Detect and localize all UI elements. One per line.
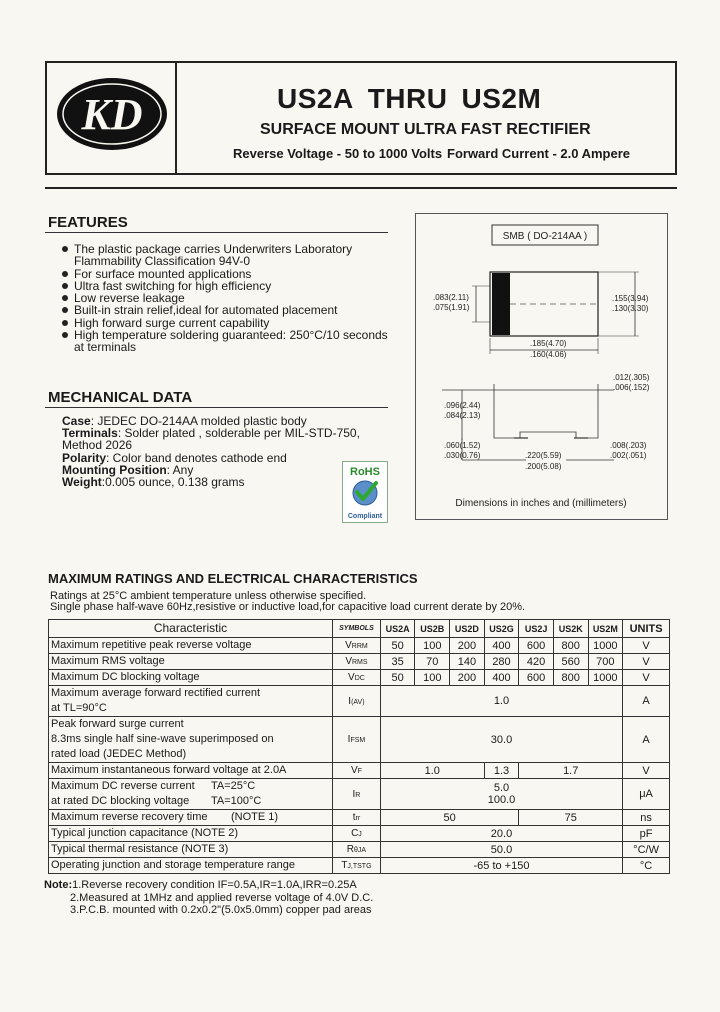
- mech-weight: Weight:0.005 ounce, 0.138 grams: [62, 475, 245, 490]
- header-part: US2G: [484, 620, 519, 638]
- header-part: US2B: [415, 620, 450, 638]
- dim-f-max: .060(1.52): [444, 441, 481, 450]
- dim-c-min: .160(4.06): [530, 350, 567, 359]
- dimensions-caption: Dimensions in inches and (millimeters): [455, 498, 627, 509]
- package-name: SMB ( DO-214AA ): [502, 231, 588, 242]
- table-row: Maximum RMS voltage VRMS 35 70 140 280 420 560 700 V: [49, 654, 670, 670]
- kd-logo: [47, 63, 177, 173]
- header-part: US2K: [553, 620, 588, 638]
- dim-e-max: .096(2.44): [444, 401, 481, 410]
- title-part-start: US2A: [277, 83, 354, 114]
- dim-a-max: .083(2.11): [433, 293, 469, 302]
- feature-item: The plastic package carries Underwriters Laboratory Flammability Classification 94V-0: [62, 243, 392, 268]
- cathode-band: [492, 273, 510, 335]
- mech-mounting: Mounting Position: Any: [62, 462, 194, 477]
- table-row: Typical junction capacitance (NOTE 2) CJ 20.0 pF: [49, 826, 670, 842]
- feature-item: Ultra fast switching for high efficiency: [62, 280, 392, 292]
- mechanical-divider: [45, 407, 388, 408]
- table-row: Maximum repetitive peak reverse voltage VRRM 50 100 200 400 600 800 1000 V: [49, 638, 670, 654]
- dim-b-min: .130(3.30): [612, 304, 649, 313]
- logo-cell: [47, 63, 177, 173]
- feature-item: Built-in strain relief,ideal for automated placement: [62, 304, 392, 316]
- mech-polarity: Polarity: Color band denotes cathode end: [62, 450, 287, 465]
- header-part: US2A: [380, 620, 415, 638]
- mech-case: Case: JEDEC DO-214AA molded plastic body: [62, 414, 307, 428]
- svg-text:RoHS: RoHS: [350, 466, 380, 478]
- dim-h-max: .220(5.59): [525, 451, 562, 460]
- table-row: Maximum instantaneous forward voltage at 2.0A VF 1.0 1.3 1.7 V: [49, 763, 670, 779]
- features-list: [62, 243, 392, 354]
- note-2: 2.Measured at 1MHz and applied reverse voltage of 4.0V D.C.: [70, 891, 374, 904]
- dim-h-min: .200(5.08): [525, 462, 562, 471]
- feature-item: Low reverse leakage: [62, 292, 392, 304]
- logo-text: KD: [81, 90, 143, 139]
- svg-text:Compliant: Compliant: [347, 513, 383, 520]
- table-row: Typical thermal resistance (NOTE 3) RθJA 50.0 °C/W: [49, 842, 670, 858]
- title-part-thru: THRU: [367, 83, 448, 114]
- dim-c-max: .185(4.70): [530, 339, 567, 348]
- note-1: 1.Reverse recovery condition IF=0.5A,IR=1.0A,IRR=0.25A: [72, 879, 357, 891]
- page-title: [277, 83, 541, 115]
- table-row: Maximum DC reverse current TA=25°C at rated DC blocking voltage TA=100°C IR 5.0 100.0 μA: [49, 779, 670, 810]
- header-symbols: SYMBOLS: [333, 620, 381, 638]
- notes: [44, 879, 373, 917]
- features-divider: [45, 232, 388, 233]
- feature-item: High temperature soldering guaranteed: 250°C/10 seconds at terminals: [62, 329, 392, 354]
- table-row: Maximum average forward rectified current at TL=90°C I(AV) 1.0 A: [49, 686, 670, 717]
- dim-d-max: .012(.305): [613, 373, 650, 382]
- ratings-table: [48, 619, 670, 874]
- table-row: Peak forward surge current 8.3ms single half sine-wave superimposed on rated load (JEDEC Method) IFSM 30.0 A: [49, 717, 670, 763]
- header-divider: [45, 187, 677, 189]
- header-characteristic: Characteristic: [49, 620, 333, 638]
- dim-g-min: .002(.051): [610, 451, 647, 460]
- dim-f-min: .030(0.76): [444, 451, 481, 460]
- package-outline-diagram: [416, 214, 667, 519]
- header-units: UNITS: [623, 620, 670, 638]
- dim-g-max: .008(.203): [610, 441, 647, 450]
- rohs-badge: [342, 461, 388, 523]
- table-row: Maximum reverse recovery time (NOTE 1) trr 50 75 ns: [49, 810, 670, 826]
- rohs-logo: [343, 462, 387, 522]
- header-box: [45, 61, 677, 175]
- ratings-heading: MAXIMUM RATINGS AND ELECTRICAL CHARACTERISTICS: [48, 571, 418, 586]
- dim-b-max: .155(3.94): [612, 294, 649, 303]
- mechanical-heading: MECHANICAL DATA: [48, 389, 193, 406]
- package-drawing: [415, 213, 668, 520]
- feature-item: High forward surge current capability: [62, 317, 392, 329]
- notes-label: Note:: [44, 879, 73, 891]
- mech-terminals: Terminals: Solder plated , solderable per MIL-STD-750, Method 2026: [62, 426, 360, 453]
- table-row: Operating junction and storage temperature range TJ,TSTG -65 to +150 °C: [49, 858, 670, 874]
- header-part: US2M: [588, 620, 623, 638]
- reverse-voltage-spec: Reverse Voltage - 50 to 1000 Volts: [233, 146, 443, 161]
- table-header-row: [49, 620, 670, 638]
- header-part: US2D: [450, 620, 485, 638]
- features-heading: FEATURES: [48, 214, 128, 231]
- dim-a-min: .075(1.91): [433, 303, 470, 312]
- feature-item: For surface mounted applications: [62, 268, 392, 280]
- dim-e-min: .084(2.13): [444, 411, 481, 420]
- ratings-condition-1: Ratings at 25°C ambient temperature unless otherwise specified.: [50, 590, 367, 602]
- dim-d-min: .006(.152): [613, 383, 650, 392]
- forward-current-spec: Forward Current - 2.0 Ampere: [447, 146, 631, 161]
- header-part: US2J: [519, 620, 554, 638]
- title-part-end: US2M: [461, 83, 542, 114]
- table-row: Maximum DC blocking voltage VDC 50 100 200 400 600 800 1000 V: [49, 670, 670, 686]
- ratings-condition-2: Single phase half-wave 60Hz,resistive or inductive load,for capacitive load current derate by 20%.: [50, 601, 526, 613]
- subtitle: SURFACE MOUNT ULTRA FAST RECTIFIER: [260, 121, 591, 138]
- note-3: 3.P.C.B. mounted with 0.2x0.2"(5.0x5.0mm) copper pad areas: [70, 904, 372, 916]
